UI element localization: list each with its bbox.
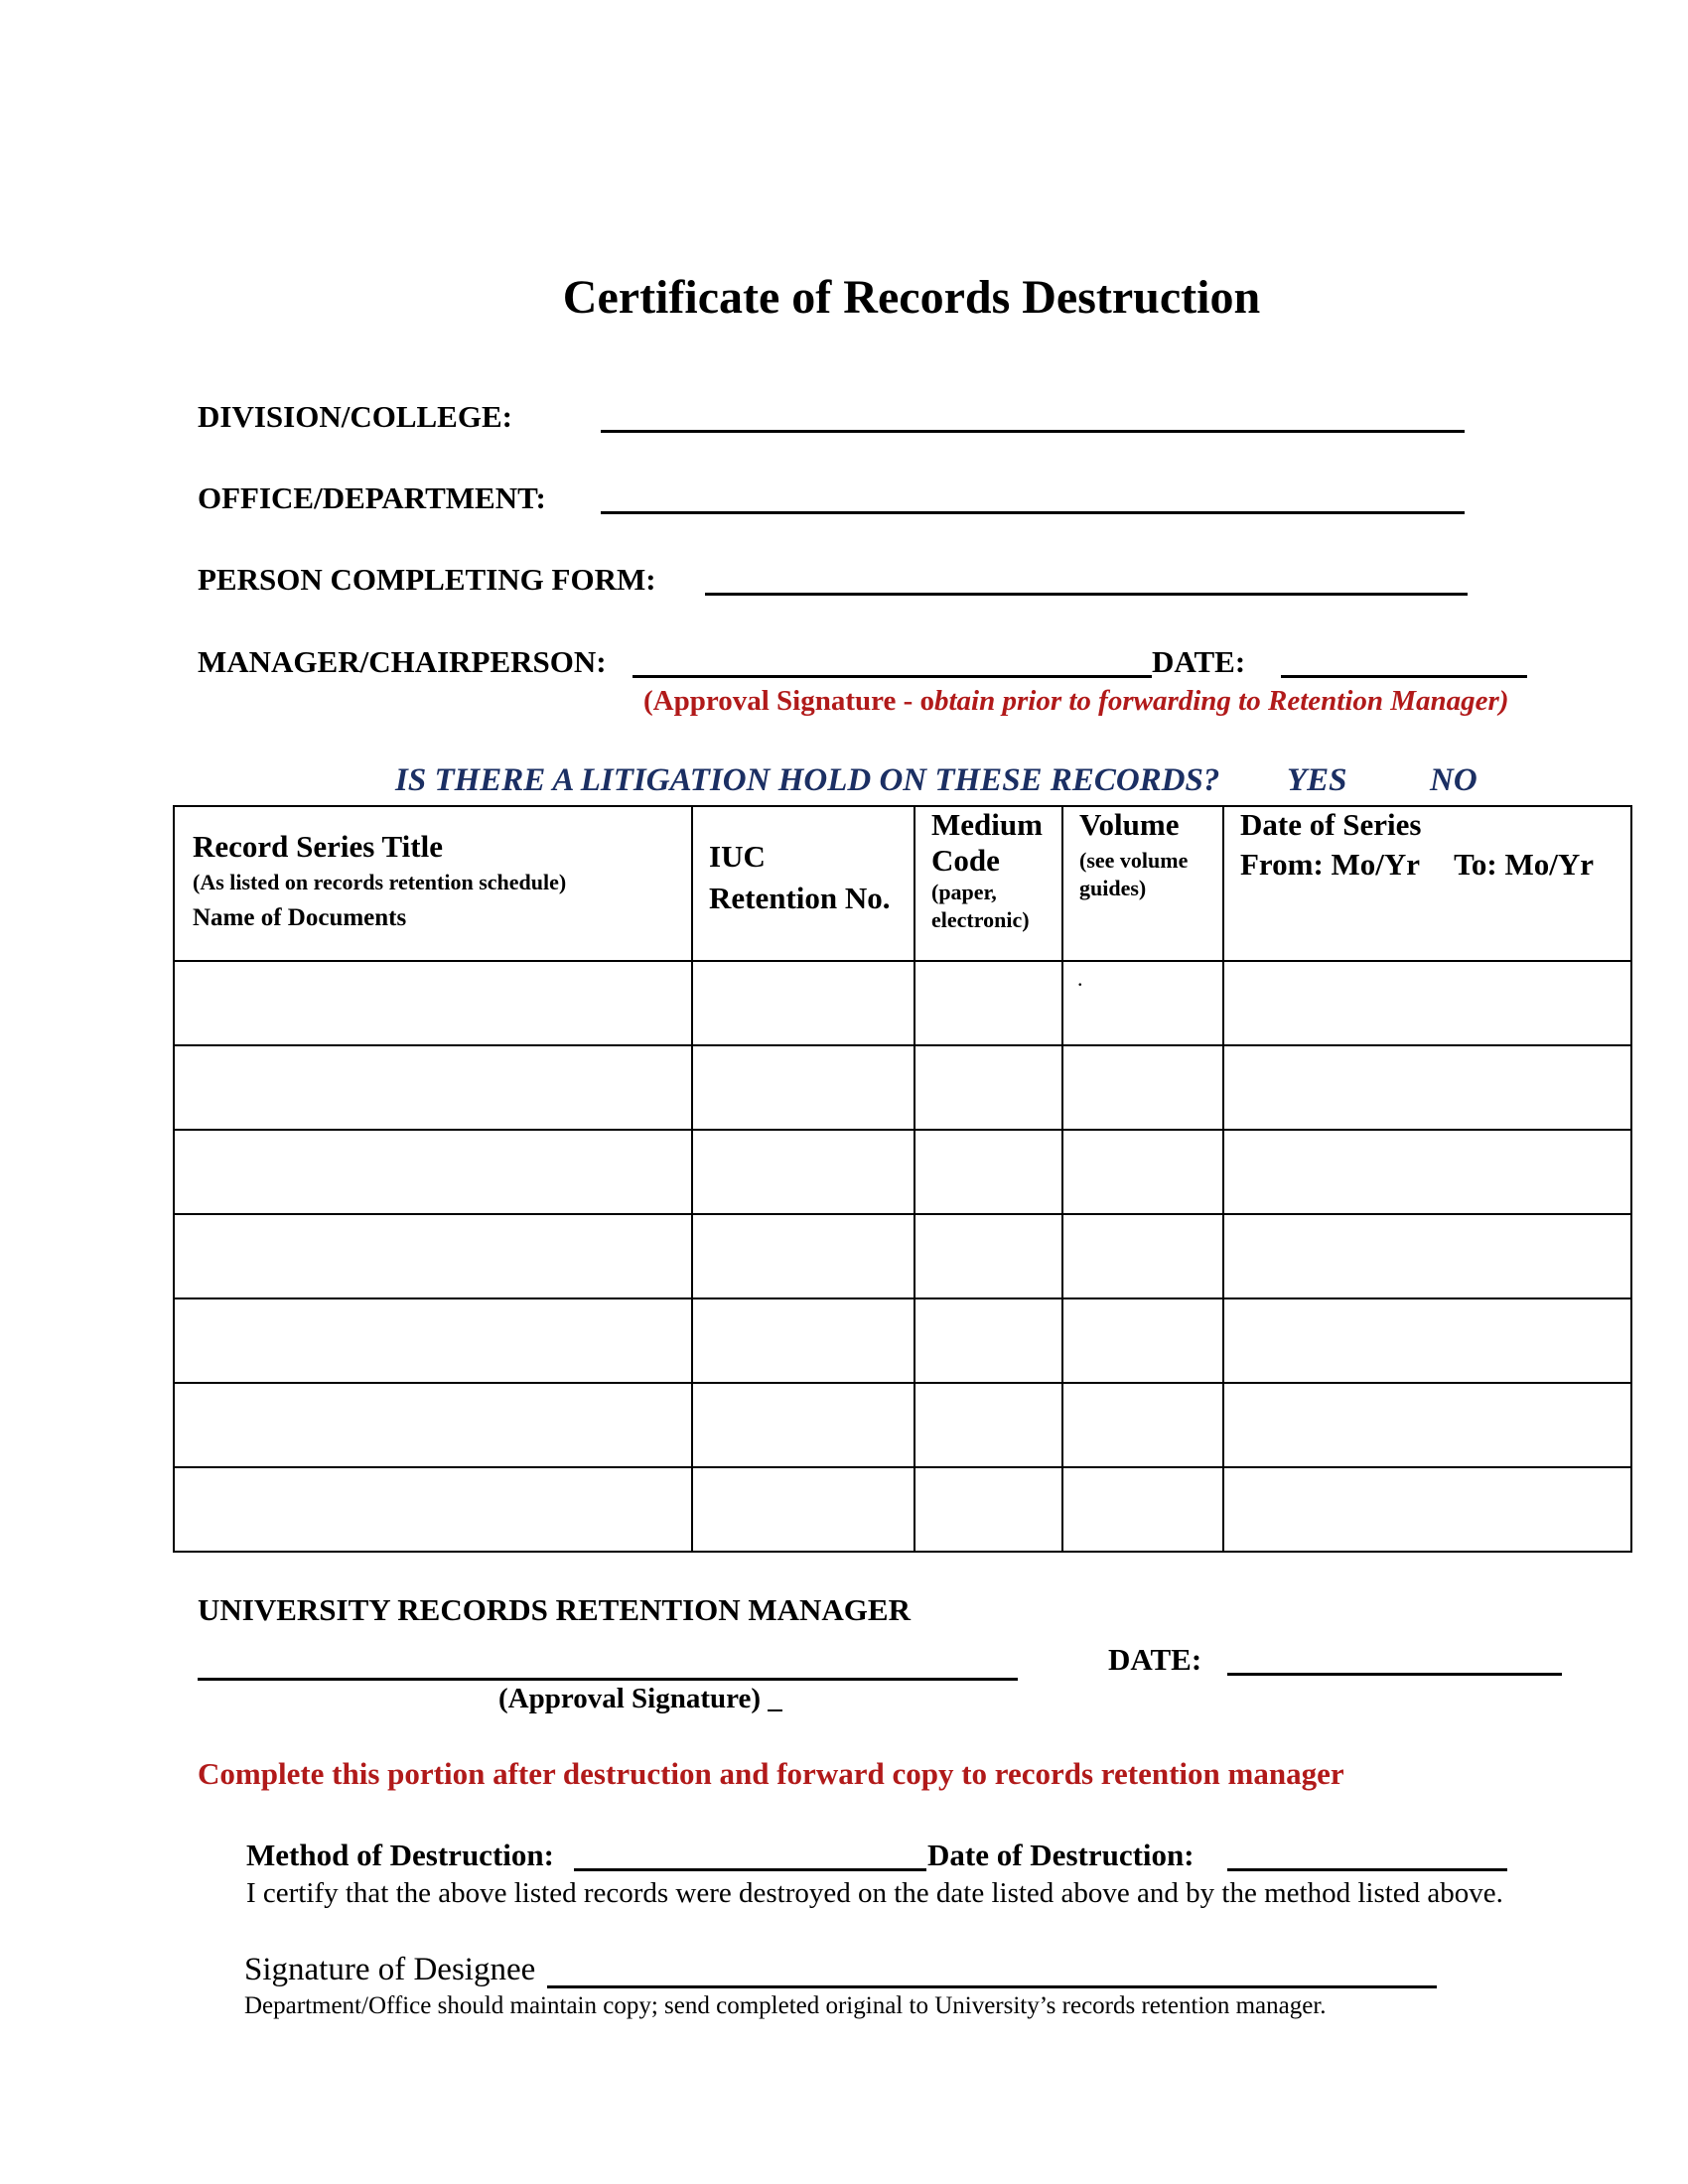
col-record-series-title-label: Record Series Title xyxy=(193,829,443,864)
table-cell[interactable] xyxy=(1223,1298,1631,1383)
signature-designee-label: Signature of Designee xyxy=(244,1952,536,1987)
col-date-of-series xyxy=(1223,806,1631,961)
table-cell[interactable] xyxy=(1223,1045,1631,1130)
table-cell[interactable] xyxy=(914,1298,1062,1383)
table-cell[interactable] xyxy=(174,1467,692,1552)
col-date-of-series-label: Date of Series xyxy=(1240,807,1422,842)
complete-note: Complete this portion after destruction and forward copy to records retention manager xyxy=(198,1756,1344,1791)
retention-manager-signature-field[interactable] xyxy=(198,1678,1018,1681)
col-name-of-documents: Name of Documents xyxy=(193,904,407,931)
col-medium-note: (paper, electronic) xyxy=(931,880,1030,932)
table-cell[interactable] xyxy=(1223,1130,1631,1214)
table-row xyxy=(174,1214,1631,1298)
col-volume-label: Volume xyxy=(1079,807,1180,842)
col-code-label: Code xyxy=(931,843,1000,878)
col-medium-code xyxy=(914,806,1062,961)
col-record-series-title xyxy=(174,806,692,961)
table-row xyxy=(174,1045,1631,1130)
division-field[interactable] xyxy=(601,430,1465,433)
page-title: Certificate of Records Destruction xyxy=(562,271,1261,324)
table-row xyxy=(174,1467,1631,1552)
table-cell[interactable] xyxy=(914,961,1062,1045)
person-label: PERSON COMPLETING FORM: xyxy=(198,562,656,597)
col-record-series-subtitle: (As listed on records retention schedule) xyxy=(193,870,567,894)
footer-note: Department/Office should maintain copy; send completed original to University’s records retention manager. xyxy=(244,1992,1327,2019)
col-iuc-retention xyxy=(692,806,914,961)
table-cell[interactable] xyxy=(1062,1467,1223,1552)
table-cell[interactable] xyxy=(914,1130,1062,1214)
table-cell[interactable] xyxy=(692,1045,914,1130)
retention-manager-heading: UNIVERSITY RECORDS RETENTION MANAGER xyxy=(198,1592,911,1627)
table-cell[interactable] xyxy=(1062,1130,1223,1214)
table-cell[interactable] xyxy=(692,1214,914,1298)
destruction-date-label: Date of Destruction: xyxy=(927,1838,1195,1872)
table-cell[interactable] xyxy=(692,1467,914,1552)
col-retention-no-label: Retention No. xyxy=(709,881,891,915)
table-row xyxy=(174,961,1631,1045)
table-row xyxy=(174,1383,1631,1467)
table-cell[interactable] xyxy=(1062,1045,1223,1130)
table-cell[interactable] xyxy=(914,1045,1062,1130)
table-cell[interactable] xyxy=(1223,1214,1631,1298)
col-medium-label: Medium xyxy=(931,807,1043,842)
retention-manager-approval-note xyxy=(498,1683,782,1715)
table-cell[interactable] xyxy=(1062,1383,1223,1467)
table-cell[interactable] xyxy=(1062,961,1223,1045)
method-label: Method of Destruction: xyxy=(246,1838,554,1872)
table-cell[interactable] xyxy=(914,1214,1062,1298)
col-from-label: From: Mo/Yr xyxy=(1240,847,1421,882)
table-cell[interactable] xyxy=(914,1467,1062,1552)
col-iuc-label: IUC xyxy=(709,839,766,874)
table-cell[interactable] xyxy=(174,1214,692,1298)
table-row xyxy=(174,1130,1631,1214)
litigation-question: IS THERE A LITIGATION HOLD ON THESE RECORDS? xyxy=(395,762,1220,798)
manager-label: MANAGER/CHAIRPERSON: xyxy=(198,644,607,679)
table-row xyxy=(174,1298,1631,1383)
litigation-no[interactable]: NO xyxy=(1430,762,1477,798)
table-cell[interactable] xyxy=(914,1383,1062,1467)
approval-note-part2: btain prior to forwarding to Retention Manager) xyxy=(934,685,1509,717)
col-volume xyxy=(1062,806,1223,961)
table-header-row xyxy=(174,806,1631,961)
signature-designee-field[interactable] xyxy=(547,1985,1437,1988)
manager-date-field[interactable] xyxy=(1281,675,1527,678)
col-to-label: To: Mo/Yr xyxy=(1454,847,1594,882)
table-cell[interactable] xyxy=(692,961,914,1045)
division-label: DIVISION/COLLEGE: xyxy=(198,399,512,434)
table-cell[interactable] xyxy=(1223,961,1631,1045)
table-cell[interactable] xyxy=(174,1298,692,1383)
litigation-yes[interactable]: YES xyxy=(1287,762,1347,798)
destruction-date-field[interactable] xyxy=(1227,1868,1507,1871)
manager-date-label: DATE: xyxy=(1152,644,1246,679)
table-cell[interactable] xyxy=(174,1045,692,1130)
table-cell[interactable] xyxy=(174,1130,692,1214)
table-cell[interactable] xyxy=(692,1298,914,1383)
table-cell[interactable] xyxy=(174,1383,692,1467)
records-table xyxy=(173,805,1632,1553)
table-cell[interactable] xyxy=(1223,1383,1631,1467)
table-cell[interactable] xyxy=(174,961,692,1045)
col-volume-note: (see volume guides) xyxy=(1079,848,1189,900)
table-cell[interactable] xyxy=(1062,1298,1223,1383)
retention-manager-approval-text: (Approval Signature) _ xyxy=(498,1683,782,1714)
office-field[interactable] xyxy=(601,511,1465,514)
table-cell[interactable] xyxy=(692,1130,914,1214)
method-field[interactable] xyxy=(574,1868,926,1871)
table-cell[interactable] xyxy=(1223,1467,1631,1552)
table-cell[interactable] xyxy=(692,1383,914,1467)
certify-statement: I certify that the above listed records were destroyed on the date listed above and by the method listed above. xyxy=(246,1877,1503,1909)
manager-signature-field[interactable] xyxy=(633,675,1152,678)
table-cell[interactable] xyxy=(1062,1214,1223,1298)
office-label: OFFICE/DEPARTMENT: xyxy=(198,480,546,515)
person-field[interactable] xyxy=(705,593,1468,596)
retention-manager-date-label: DATE: xyxy=(1108,1642,1202,1677)
stray-mark: . xyxy=(1077,966,1083,991)
approval-note xyxy=(643,685,1509,718)
retention-manager-date-field[interactable] xyxy=(1227,1673,1562,1676)
approval-note-part1: (Approval Signature - o xyxy=(643,685,934,717)
